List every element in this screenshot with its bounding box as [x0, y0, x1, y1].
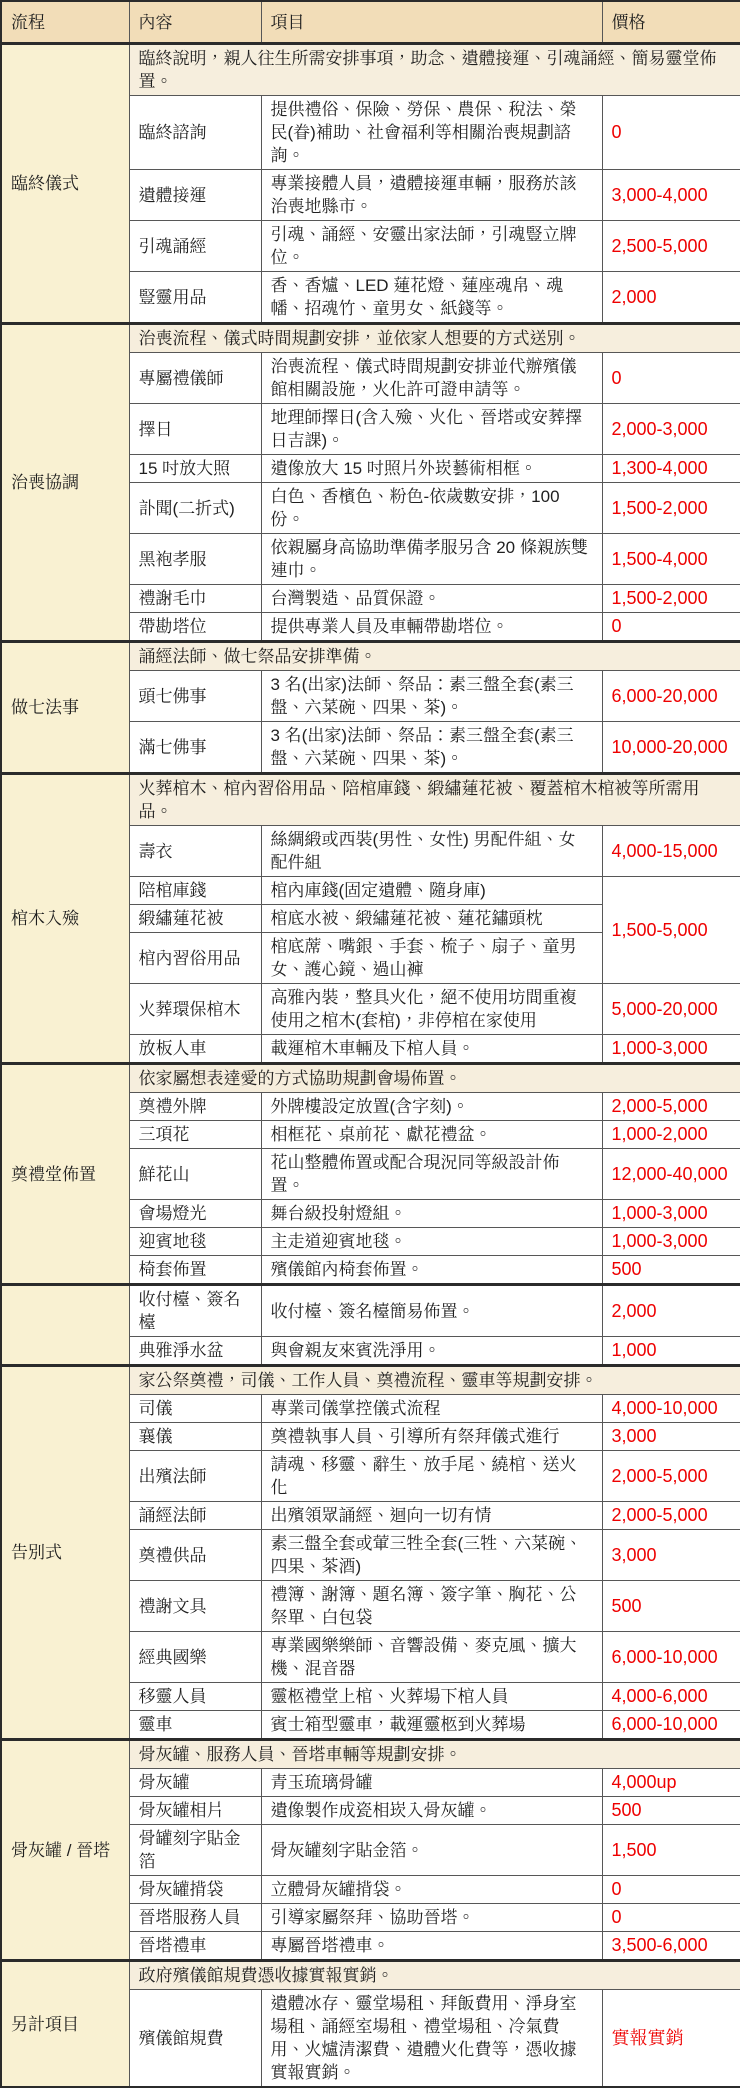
item-cell: 依親屬身高協助準備孝服另含 20 條親族雙連巾。	[261, 534, 602, 585]
process-cell: 另計項目	[1, 1961, 129, 2088]
process-cell: 做七法事	[1, 642, 129, 774]
item-cell: 專業國樂樂師、音響設備、麥克風、擴大機、混音器	[261, 1632, 602, 1683]
section-description: 火葬棺木、棺內習俗用品、陪棺庫錢、緞繡蓮花被、覆蓋棺木棺被等所需用品。	[129, 774, 740, 826]
item-cell: 青玉琉璃骨罐	[261, 1769, 602, 1797]
price-cell: 500	[602, 1256, 740, 1285]
item-cell: 絲綢緞或西裝(男性、女性) 男配件組、女配件組	[261, 826, 602, 877]
content-cell: 放板人車	[129, 1035, 261, 1064]
content-cell: 引魂誦經	[129, 221, 261, 272]
content-cell: 奠禮供品	[129, 1530, 261, 1581]
item-cell: 3 名(出家)法師、祭品：素三盤全套(素三盤、六菜碗、四果、茶)。	[261, 722, 602, 774]
content-cell: 頭七佛事	[129, 671, 261, 722]
content-cell: 三項花	[129, 1121, 261, 1149]
section-description: 臨終說明，親人往生所需安排事項，助念、遺體接運、引魂誦經、簡易靈堂佈置。	[129, 44, 740, 96]
item-cell: 出殯領眾誦經、迴向一切有情	[261, 1502, 602, 1530]
content-cell: 黑袍孝服	[129, 534, 261, 585]
content-cell: 收付檯、簽名檯	[129, 1285, 261, 1337]
item-cell: 主走道迎賓地毯。	[261, 1228, 602, 1256]
content-cell: 豎靈用品	[129, 272, 261, 324]
item-cell: 立體骨灰罐揹袋。	[261, 1876, 602, 1904]
section-description-row	[1, 774, 740, 826]
content-cell: 晉塔禮車	[129, 1932, 261, 1961]
item-cell: 專業接體人員，遺體接運車輛，服務於該治喪地縣市。	[261, 170, 602, 221]
price-cell: 1,000-3,000	[602, 1035, 740, 1064]
item-cell: 棺底蓆、嘴銀、手套、梳子、扇子、童男女、護心鏡、過山褲	[261, 933, 602, 984]
price-cell: 2,000	[602, 1285, 740, 1337]
item-cell: 花山整體佈置或配合現況同等級設計佈置。	[261, 1149, 602, 1200]
price-cell: 1,300-4,000	[602, 455, 740, 483]
item-cell: 遺像放大 15 吋照片外崁藝術相框。	[261, 455, 602, 483]
content-cell: 遺體接運	[129, 170, 261, 221]
content-cell: 專屬禮儀師	[129, 353, 261, 404]
section-description: 家公祭奠禮，司儀、工作人員、奠禮流程、靈車等規劃安排。	[129, 1366, 740, 1395]
content-cell: 移靈人員	[129, 1683, 261, 1711]
item-cell: 遺像製作成瓷相崁入骨灰罐。	[261, 1797, 602, 1825]
price-cell: 1,000	[602, 1337, 740, 1366]
price-cell: 1,000-2,000	[602, 1121, 740, 1149]
process-cell: 奠禮堂佈置	[1, 1064, 129, 1285]
content-cell: 經典國樂	[129, 1632, 261, 1683]
content-cell: 火葬環保棺木	[129, 984, 261, 1035]
content-cell: 骨灰罐相片	[129, 1797, 261, 1825]
item-cell: 提供專業人員及車輛帶勘塔位。	[261, 613, 602, 642]
section-description: 政府殯儀館規費憑收據實報實銷。	[129, 1961, 740, 1990]
section-description: 治喪流程、儀式時間規劃安排，並依家人想要的方式送別。	[129, 324, 740, 353]
price-cell: 0	[602, 1876, 740, 1904]
price-cell: 1,500	[602, 1825, 740, 1876]
price-cell: 0	[602, 613, 740, 642]
header-content: 內容	[129, 1, 261, 44]
content-cell: 椅套佈置	[129, 1256, 261, 1285]
price-cell: 0	[602, 96, 740, 170]
item-cell: 專業司儀掌控儀式流程	[261, 1395, 602, 1423]
content-cell: 臨終諮詢	[129, 96, 261, 170]
content-cell: 襄儀	[129, 1423, 261, 1451]
price-cell: 2,000-3,000	[602, 404, 740, 455]
price-cell: 10,000-20,000	[602, 722, 740, 774]
content-cell: 壽衣	[129, 826, 261, 877]
item-cell: 載運棺木車輛及下棺人員。	[261, 1035, 602, 1064]
section-description: 依家屬想表達愛的方式協助規劃會場佈置。	[129, 1064, 740, 1093]
item-cell: 骨灰罐刻字貼金箔。	[261, 1825, 602, 1876]
process-cell: 棺木入殮	[1, 774, 129, 1064]
item-cell: 舞台級投射燈組。	[261, 1200, 602, 1228]
price-cell: 3,500-6,000	[602, 1932, 740, 1961]
section-description: 誦經法師、做七祭品安排準備。	[129, 642, 740, 671]
price-cell: 4,000-10,000	[602, 1395, 740, 1423]
content-cell: 誦經法師	[129, 1502, 261, 1530]
item-cell: 引魂、誦經、安靈出家法師，引魂豎立牌位。	[261, 221, 602, 272]
content-cell: 晉塔服務人員	[129, 1904, 261, 1932]
content-cell: 帶勘塔位	[129, 613, 261, 642]
header-item: 項目	[261, 1, 602, 44]
content-cell: 骨灰罐	[129, 1769, 261, 1797]
content-cell: 棺內習俗用品	[129, 933, 261, 984]
item-cell: 3 名(出家)法師、祭品：素三盤全套(素三盤、六菜碗、四果、茶)。	[261, 671, 602, 722]
item-cell: 賓士箱型靈車，載運靈柩到火葬場	[261, 1711, 602, 1740]
item-cell: 台灣製造、品質保證。	[261, 585, 602, 613]
item-cell: 相框花、桌前花、獻花禮盆。	[261, 1121, 602, 1149]
content-cell: 陪棺庫錢	[129, 877, 261, 905]
item-cell: 高雅內裝，整具火化，絕不使用坊間重複使用之棺木(套棺)，非停棺在家使用	[261, 984, 602, 1035]
item-cell: 引導家屬祭拜、協助晉塔。	[261, 1904, 602, 1932]
item-cell: 禮簿、謝簿、題名簿、簽字筆、胸花、公祭單、白包袋	[261, 1581, 602, 1632]
table-row	[1, 1285, 740, 1337]
content-cell: 15 吋放大照	[129, 455, 261, 483]
price-cell: 2,000	[602, 272, 740, 324]
price-cell: 2,500-5,000	[602, 221, 740, 272]
price-cell: 3,000	[602, 1530, 740, 1581]
item-cell: 治喪流程、儀式時間規劃安排並代辦殯儀館相關設施，火化許可證申請等。	[261, 353, 602, 404]
price-cell: 6,000-10,000	[602, 1632, 740, 1683]
price-cell: 500	[602, 1581, 740, 1632]
price-cell: 2,000-5,000	[602, 1502, 740, 1530]
content-cell: 骨罐刻字貼金箔	[129, 1825, 261, 1876]
content-cell: 禮謝文具	[129, 1581, 261, 1632]
process-cell: 治喪協調	[1, 324, 129, 642]
price-cell: 4,000-6,000	[602, 1683, 740, 1711]
item-cell: 棺底水被、緞繡蓮花被、蓮花鏽頭枕	[261, 905, 602, 933]
price-cell: 6,000-20,000	[602, 671, 740, 722]
content-cell: 鮮花山	[129, 1149, 261, 1200]
price-cell: 4,000-15,000	[602, 826, 740, 877]
item-cell: 外牌樓設定放置(含字刻)。	[261, 1093, 602, 1121]
item-cell: 奠禮執事人員、引導所有祭拜儀式進行	[261, 1423, 602, 1451]
price-cell: 1,500-5,000	[602, 877, 740, 984]
item-cell: 提供禮俗、保險、勞保、農保、稅法、榮民(眷)補助、社會福利等相關治喪規劃諮詢。	[261, 96, 602, 170]
section-description-row	[1, 1740, 740, 1769]
item-cell: 地理師擇日(含入殮、火化、晉塔或安葬擇日吉課)。	[261, 404, 602, 455]
item-cell: 棺內庫錢(固定遺體、隨身庫)	[261, 877, 602, 905]
content-cell: 司儀	[129, 1395, 261, 1423]
price-cell: 12,000-40,000	[602, 1149, 740, 1200]
section-description-row	[1, 642, 740, 671]
item-cell: 香、香爐、LED 蓮花燈、蓮座魂帛、魂幡、招魂竹、童男女、紙錢等。	[261, 272, 602, 324]
item-cell: 素三盤全套或葷三牲全套(三牲、六菜碗、四果、茶酒)	[261, 1530, 602, 1581]
content-cell: 擇日	[129, 404, 261, 455]
section-description-row	[1, 1366, 740, 1395]
price-cell: 500	[602, 1797, 740, 1825]
price-cell: 0	[602, 1904, 740, 1932]
content-cell: 滿七佛事	[129, 722, 261, 774]
price-cell: 2,000-5,000	[602, 1451, 740, 1502]
price-cell: 3,000-4,000	[602, 170, 740, 221]
content-cell: 奠禮外牌	[129, 1093, 261, 1121]
price-cell: 1,500-2,000	[602, 483, 740, 534]
item-cell: 遺體冰存、靈堂場租、拜飯費用、淨身室場租、誦經室場租、禮堂場租、冷氣費用、火爐清潔費、遺體火化費等，憑收據實報實銷。	[261, 1990, 602, 2088]
header-price: 價格	[602, 1, 740, 44]
price-cell: 2,000-5,000	[602, 1093, 740, 1121]
table-header	[1, 1, 740, 44]
price-cell: 1,500-4,000	[602, 534, 740, 585]
price-cell: 6,000-10,000	[602, 1711, 740, 1740]
content-cell: 骨灰罐揹袋	[129, 1876, 261, 1904]
price-cell: 1,500-2,000	[602, 585, 740, 613]
process-cell: 臨終儀式	[1, 44, 129, 324]
section-description: 骨灰罐、服務人員、晉塔車輛等規劃安排。	[129, 1740, 740, 1769]
section-description-row	[1, 324, 740, 353]
price-cell: 3,000	[602, 1423, 740, 1451]
item-cell: 殯儀館內椅套佈置。	[261, 1256, 602, 1285]
price-cell: 實報實銷	[602, 1990, 740, 2088]
section-description-row	[1, 1064, 740, 1093]
price-cell: 4,000up	[602, 1769, 740, 1797]
process-cell: 骨灰罐 / 晉塔	[1, 1740, 129, 1961]
content-cell: 殯儀館規費	[129, 1990, 261, 2088]
price-cell: 1,000-3,000	[602, 1200, 740, 1228]
section-description-row	[1, 44, 740, 96]
pricing-table-body	[1, 44, 740, 2088]
item-cell: 白色、香檳色、粉色-依歲數安排，100 份。	[261, 483, 602, 534]
content-cell: 出殯法師	[129, 1451, 261, 1502]
header-process: 流程	[1, 1, 129, 44]
content-cell: 迎賓地毯	[129, 1228, 261, 1256]
process-cell: 告別式	[1, 1366, 129, 1740]
price-cell: 0	[602, 353, 740, 404]
item-cell: 收付檯、簽名檯簡易佈置。	[261, 1285, 602, 1337]
content-cell: 緞繡蓮花被	[129, 905, 261, 933]
price-cell: 1,000-3,000	[602, 1228, 740, 1256]
item-cell: 與會親友來賓洗淨用。	[261, 1337, 602, 1366]
item-cell: 靈柩禮堂上棺、火葬場下棺人員	[261, 1683, 602, 1711]
content-cell: 靈車	[129, 1711, 261, 1740]
process-cell	[1, 1285, 129, 1366]
header-row	[1, 1, 740, 44]
content-cell: 訃聞(二折式)	[129, 483, 261, 534]
content-cell: 禮謝毛巾	[129, 585, 261, 613]
item-cell: 請魂、移靈、辭生、放手尾、繞棺、送火化	[261, 1451, 602, 1502]
item-cell: 專屬晉塔禮車。	[261, 1932, 602, 1961]
price-cell: 5,000-20,000	[602, 984, 740, 1035]
section-description-row	[1, 1961, 740, 1990]
content-cell: 會場燈光	[129, 1200, 261, 1228]
content-cell: 典雅淨水盆	[129, 1337, 261, 1366]
